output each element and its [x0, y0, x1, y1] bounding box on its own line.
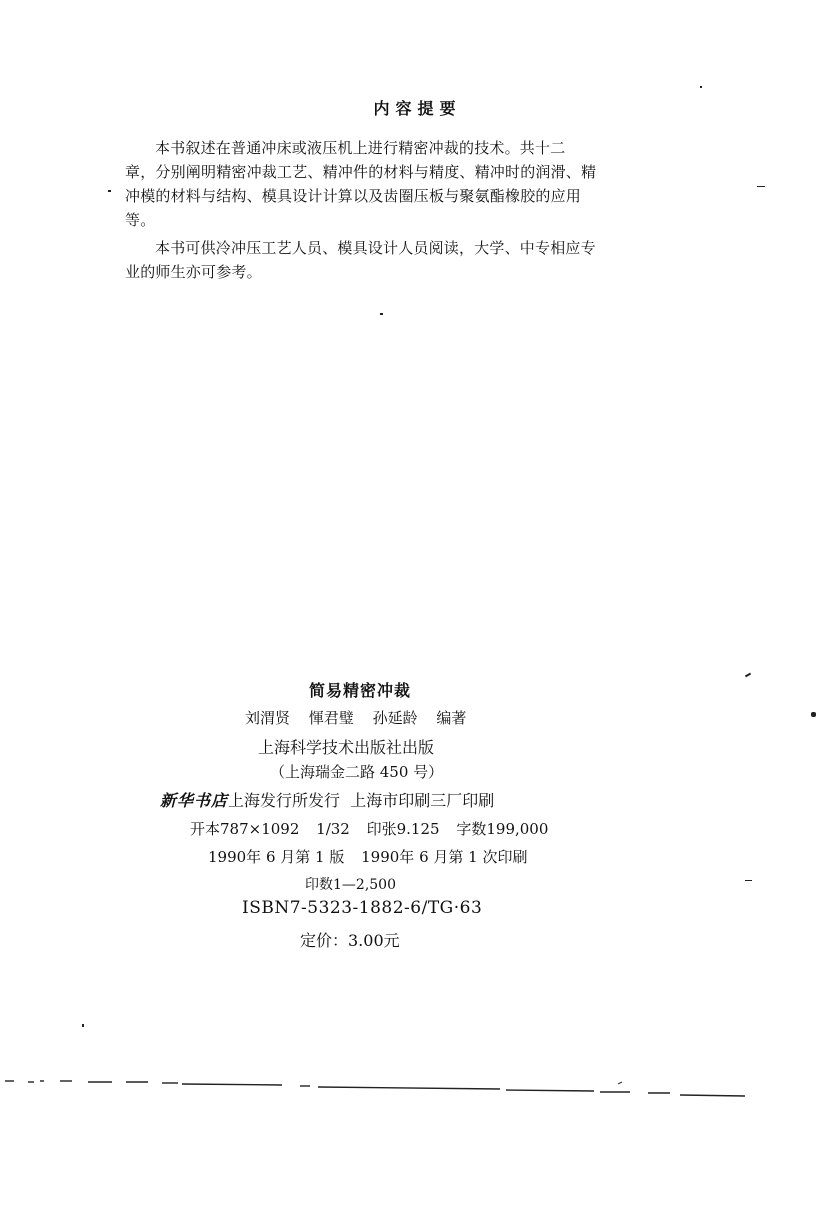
word-count: 字数199,000 [456, 820, 549, 838]
print-run: 印数1—2,500 [305, 877, 396, 893]
edition-line [208, 846, 539, 867]
abstract-paragraph-2 [125, 236, 615, 284]
bottom-rule [0, 1076, 760, 1106]
price: 定价：3.00元 [300, 931, 400, 950]
scan-speck [757, 186, 765, 187]
publisher-address: （上海瑞金二路 450 号） [270, 763, 444, 781]
isbn: ISBN7-5323-1882-6/TG·63 [242, 898, 483, 918]
scan-speck [745, 880, 752, 881]
scan-speck [82, 1024, 84, 1027]
abstract-title: 内容提要 [373, 99, 462, 118]
authors-line [245, 707, 480, 728]
abstract-line: 本书可供冷冲压工艺人员、模具设计人员阅读，大学、中专相应专 [155, 239, 596, 257]
format-fold: 1/32 [316, 820, 350, 838]
first-edition: 1990年 6 月第 1 版 [208, 848, 345, 866]
author-name: 惲君璧 [308, 709, 354, 727]
bookstore-logo-text: 新华书店 [160, 791, 229, 810]
book-title: 简易精密冲裁 [308, 681, 411, 700]
author-name: 孙延龄 [372, 709, 418, 727]
printer: 上海市印刷三厂印刷 [350, 791, 495, 810]
author-role: 编著 [436, 709, 467, 727]
abstract-line: 章，分别阐明精密冲裁工艺、精冲件的材料与精度、精冲时的润滑、精 [125, 163, 597, 181]
format-specs [190, 818, 560, 839]
abstract-paragraph-1 [125, 136, 615, 232]
distributor: 上海发行所发行 [228, 791, 341, 810]
scan-speck [745, 673, 751, 678]
format-size: 开本787×1092 [190, 820, 300, 838]
printed-sheets: 印张9.125 [366, 820, 440, 838]
scan-speck [380, 313, 383, 315]
distribution-line [160, 788, 494, 811]
abstract-line: 本书叙述在普通冲床或液压机上进行精密冲裁的技术。共十二 [155, 139, 566, 157]
publisher: 上海科学技术出版社出版 [258, 738, 435, 757]
abstract-text [125, 136, 615, 288]
first-printing: 1990年 6 月第 1 次印刷 [361, 848, 528, 866]
abstract-line: 等。 [125, 211, 156, 229]
author-name: 刘渭贤 [245, 709, 291, 727]
scan-speck [108, 190, 111, 192]
abstract-line: 业的师生亦可参考。 [125, 263, 262, 281]
scan-speck [811, 712, 816, 717]
scan-speck [700, 86, 702, 88]
abstract-line: 冲模的材料与结构、模具设计计算以及齿圈压板与聚氨酯橡胶的应用 [125, 187, 582, 205]
